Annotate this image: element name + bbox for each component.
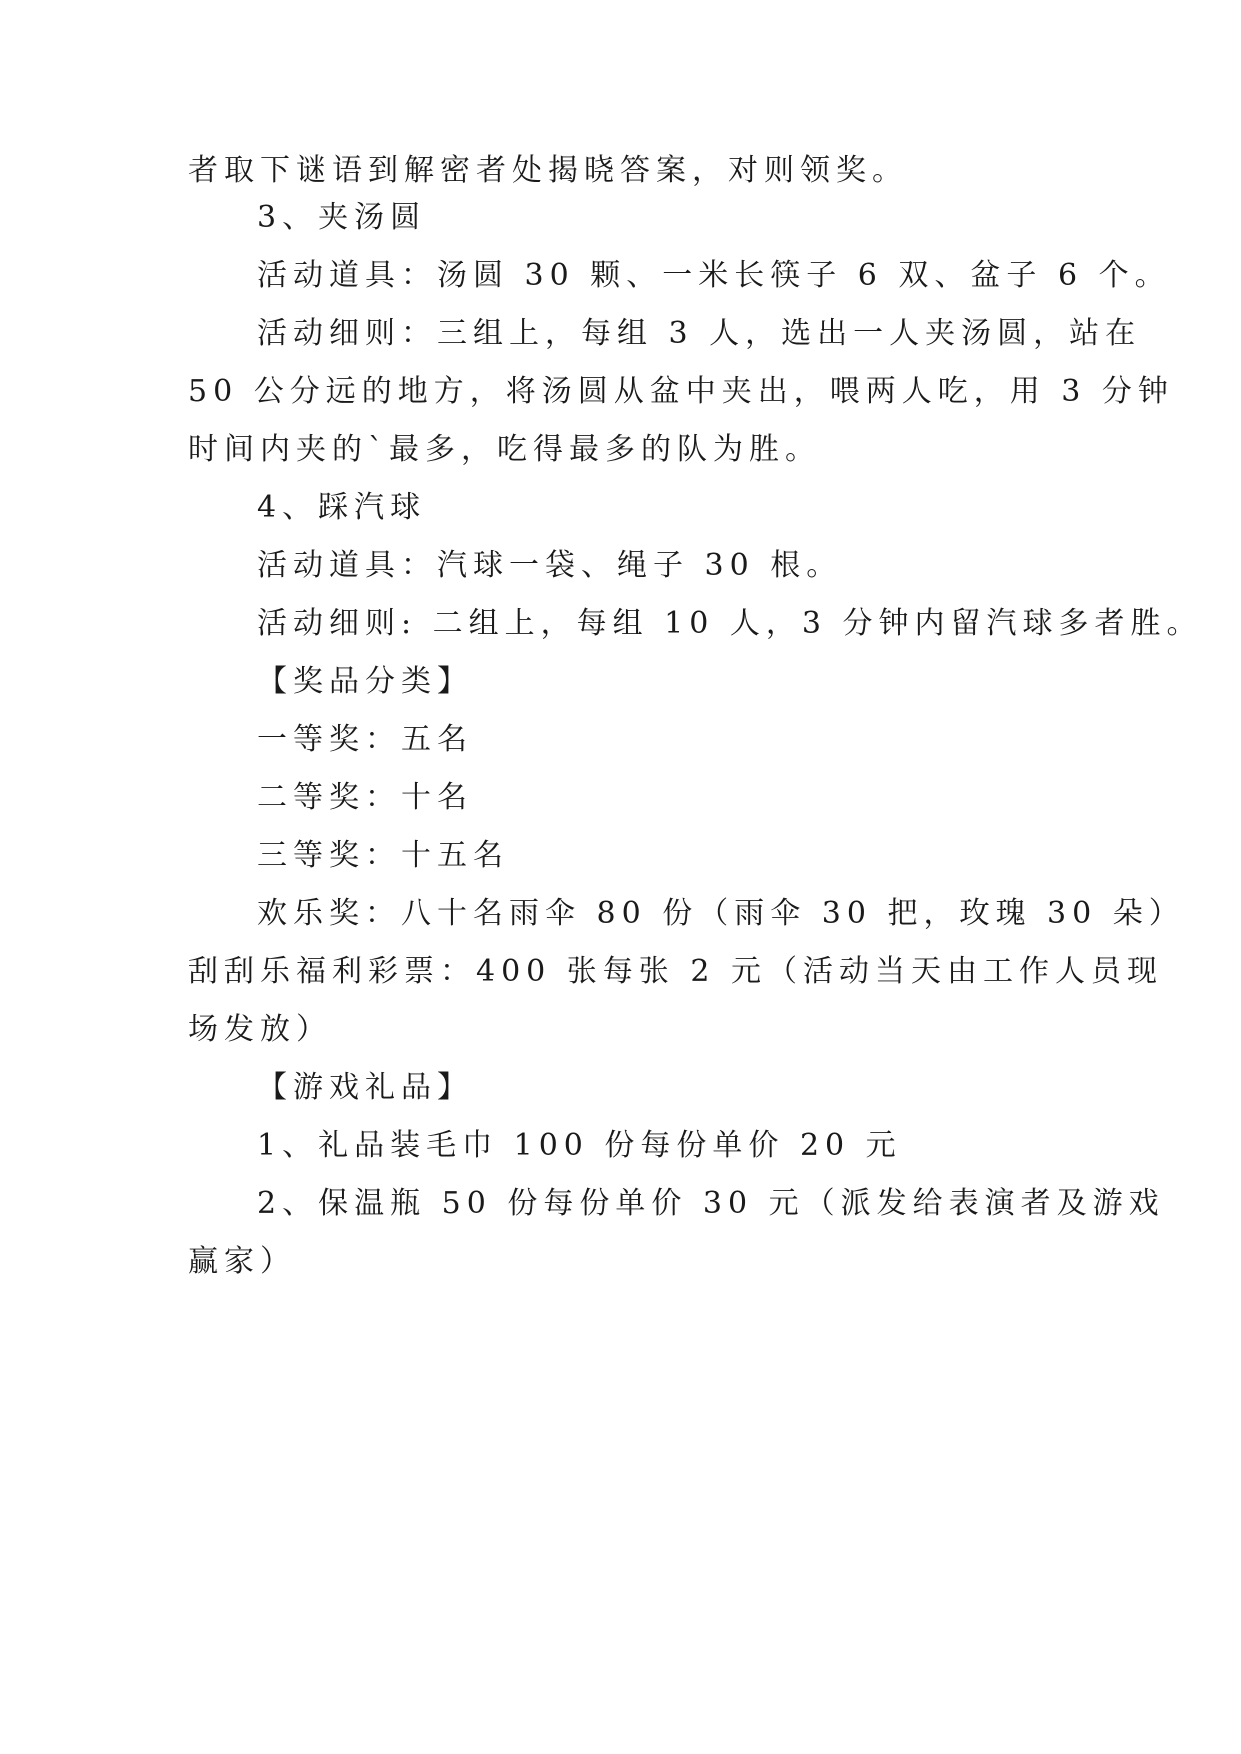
text-line: 50 公分远的地方，将汤圆从盆中夹出，喂两人吃，用 3 分钟 [188,374,1174,409]
text-line: 赢家） [188,1244,296,1279]
text-line: 活动道具：汤圆 30 颗、一米长筷子 6 双、盆子 6 个。 [257,258,1171,293]
text-line: 2、保温瓶 50 份每份单价 30 元（派发给表演者及游戏 [257,1186,1165,1221]
text-line: 欢乐奖：八十名雨伞 80 份（雨伞 30 把，玫瑰 30 朵） [257,896,1185,931]
section-heading: 4、踩汽球 [257,490,427,525]
text-line: 者取下谜语到解密者处揭晓答案，对则领奖。 [188,153,908,188]
text-line: 三等奖：十五名 [257,838,509,873]
section-heading: 【游戏礼品】 [257,1070,473,1105]
text-line: 二等奖：十名 [257,780,473,815]
section-heading: 3、夹汤圆 [257,200,427,235]
text-line: 刮刮乐福利彩票：400 张每张 2 元（活动当天由工作人员现 [188,954,1163,989]
text-line: 一等奖：五名 [257,722,473,757]
text-line: 活动细则：三组上，每组 3 人，选出一人夹汤圆，站在 [257,316,1142,351]
text-line: 场发放） [188,1012,332,1047]
text-line: 活动道具：汽球一袋、绳子 30 根。 [257,548,843,583]
section-heading: 【奖品分类】 [257,664,473,699]
text-line: 活动细则: 二组上，每组 10 人，3 分钟内留汽球多者胜。 [257,606,1203,641]
text-line: 1、礼品装毛巾 100 份每份单价 20 元 [257,1128,902,1163]
text-line: 时间内夹的`最多，吃得最多的队为胜。 [188,432,821,467]
